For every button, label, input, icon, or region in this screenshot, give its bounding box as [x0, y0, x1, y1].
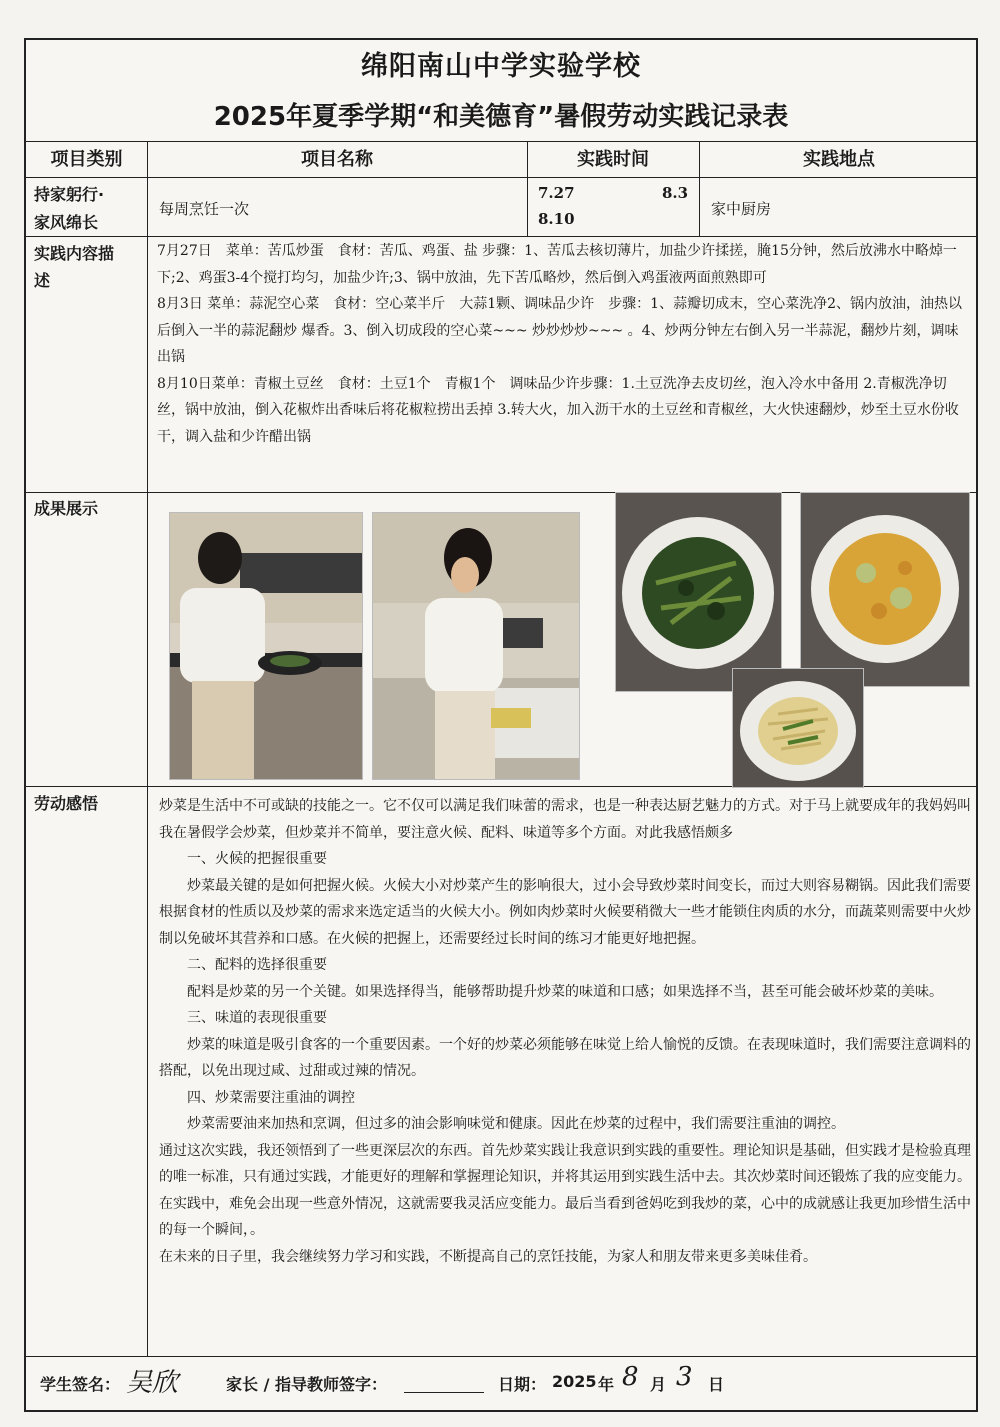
- reflection-heading-2: 二、配料的选择很重要: [187, 957, 327, 973]
- cooking-photo-stove: [169, 512, 363, 780]
- parent-sign-label: 家长 / 指导教师签字：: [226, 1375, 387, 1394]
- student-sign-label: 学生签名：: [40, 1375, 121, 1394]
- dish-photo-bitter-melon-egg: [800, 492, 970, 687]
- desc-entry-0803: 8月3日 菜单：蒜泥空心菜 食材：空心菜半斤 大蒜1颗、调味品少许 步骤：1、蒜瓣切成末，空心菜洗净2、锅内放油，油热以后倒入一半的蒜泥翻炒 爆香。3、倒入切成段的空心菜~~~ 炒炒炒炒~~~ 。4、炒两分钟左右倒入另一半蒜泥，翻炒片刻，调味出锅: [157, 296, 962, 365]
- reflection-para-3: 炒菜的味道是吸引食客的一个重要因素。一个好的炒菜必须能够在味觉上给人愉悦的反馈。在表现味道时，我们需要注意调料的搭配，以免出现过咸、过甜或过辣的情况。: [159, 1036, 971, 1079]
- date-year: 2025: [552, 1372, 597, 1391]
- header-name: 项目名称: [301, 149, 373, 170]
- date-2: 8.3: [662, 184, 689, 202]
- date-day: 3: [676, 1362, 693, 1392]
- category-line2: 家风绵长: [34, 213, 99, 232]
- cooking-photo-counter: [372, 512, 580, 780]
- reflection-para-6: 在未来的日子里，我会继续努力学习和实践，不断提高自己的烹饪技能，为家人和朋友带来更多美味佳肴。: [159, 1248, 817, 1265]
- reflection-para-1: 炒菜最关键的是如何把握火候。火候大小对炒菜产生的影响很大，过小会导致炒菜时间变长，而过大则容易糊锅。因此我们需要根据食材的性质以及炒菜的需求来选定适当的火候大小。例如肉炒菜时火候要稍微大一些才能锁住肉质的水分，而蔬菜则需要中火炒制以免破坏其营养和口感。在火候的把握上，还需要经过长时间的练习才能更好地把握。: [159, 877, 971, 947]
- date-day-unit: 日: [708, 1375, 725, 1394]
- category-line1: 持家躬行·: [34, 185, 105, 204]
- reflection-heading-3: 三、味道的表现很重要: [187, 1010, 327, 1026]
- reflection-label: 劳动感悟: [34, 794, 99, 813]
- reflection-para-4: 炒菜需要油来加热和烹调，但过多的油会影响味觉和健康。因此在炒菜的过程中，我们需要注重油的调控。: [187, 1116, 845, 1132]
- divider: [26, 1356, 976, 1357]
- dish-photo-water-spinach: [615, 492, 782, 692]
- record-sheet: [24, 38, 978, 1412]
- project-name: 每周烹饪一次: [159, 200, 250, 218]
- school-title: 绵阳南山中学实验学校: [361, 51, 641, 82]
- student-signature: 吴欣: [126, 1368, 179, 1398]
- divider: [26, 236, 976, 237]
- reflection-para-5: 通过这次实践，我还领悟到了一些更深层次的东西。首先炒菜实践让我意识到实践的重要性。理论知识是基础，但实践才是检验真理的唯一标准，只有通过实践，才能更好的理解和掌握理论知识，并将其运用到实践生活中去。其次炒菜时间还锻炼了我的应变能力。在实践中，难免会出现一些意外情况，这就需要我灵活应变能力。最后当看到爸妈吃到我炒的菜，心中的成就感让我更加珍惜生活中的每一个瞬间，。: [159, 1142, 971, 1238]
- header-time: 实践时间: [577, 149, 649, 170]
- results-label: 成果展示: [34, 499, 99, 518]
- reflection-body: [159, 793, 971, 1270]
- desc-entry-0727: 7月27日 菜单：苦瓜炒蛋 食材：苦瓜、鸡蛋、盐 步骤：1、苦瓜去核切薄片，加盐少许揉搓，腌15分钟，然后放沸水中略焯一下;2、鸡蛋3-4个搅打均匀，加盐少许;3、锅中放油，先下苦瓜略炒，然后倒入鸡蛋液两面煎熟即可: [157, 243, 957, 286]
- date-year-unit: 年: [598, 1375, 615, 1394]
- practice-place: 家中厨房: [711, 200, 772, 218]
- header-category: 项目类别: [50, 149, 123, 170]
- header-place: 实践地点: [803, 149, 875, 170]
- desc-entry-0810: 8月10日菜单：青椒土豆丝 食材：土豆1个 青椒1个 调味品少许步骤：1.土豆洗净去皮切丝，泡入冷水中备用 2.青椒洗净切丝，锅中放油，倒入花椒炸出香味后将花椒粒捞出丢掉 3.转大火，加入沥干水的土豆丝和青椒丝，大火快速翻炒，炒至土豆水份收干，调入盐和少许醋出锅: [157, 375, 959, 445]
- date-3: 8.10: [538, 210, 575, 228]
- desc-label-line2: 述: [34, 271, 51, 290]
- date-month: 8: [622, 1362, 639, 1392]
- date-month-unit: 月: [650, 1375, 667, 1394]
- reflection-intro: 炒菜是生活中不可或缺的技能之一。它不仅可以满足我们味蕾的需求，也是一种表达厨艺魅力的方式。对于马上就要成年的我妈妈叫我在暑假学会炒菜，但炒菜并不简单，要注意火候、配料、味道等多个方面。对此我感悟颇多: [159, 798, 971, 841]
- form-title: 2025年夏季学期“和美德育”暑假劳动实践记录表: [213, 102, 789, 132]
- date-1: 7.27: [538, 184, 575, 202]
- parent-sign-line: [404, 1392, 484, 1393]
- reflection-heading-4: 四、炒菜需要注重油的调控: [187, 1089, 355, 1106]
- reflection-heading-1: 一、火候的把握很重要: [187, 851, 327, 867]
- description-body: [157, 238, 972, 450]
- desc-label-line1: 实践内容描: [34, 244, 115, 263]
- divider: [147, 141, 148, 1356]
- date-label: 日期：: [498, 1375, 547, 1394]
- dish-photo-shredded-potato: [732, 668, 864, 788]
- reflection-para-2: 配料是炒菜的另一个关键。如果选择得当，能够帮助提升炒菜的味道和口感；如果选择不当，甚至可能会破坏炒菜的美味。: [187, 983, 943, 1000]
